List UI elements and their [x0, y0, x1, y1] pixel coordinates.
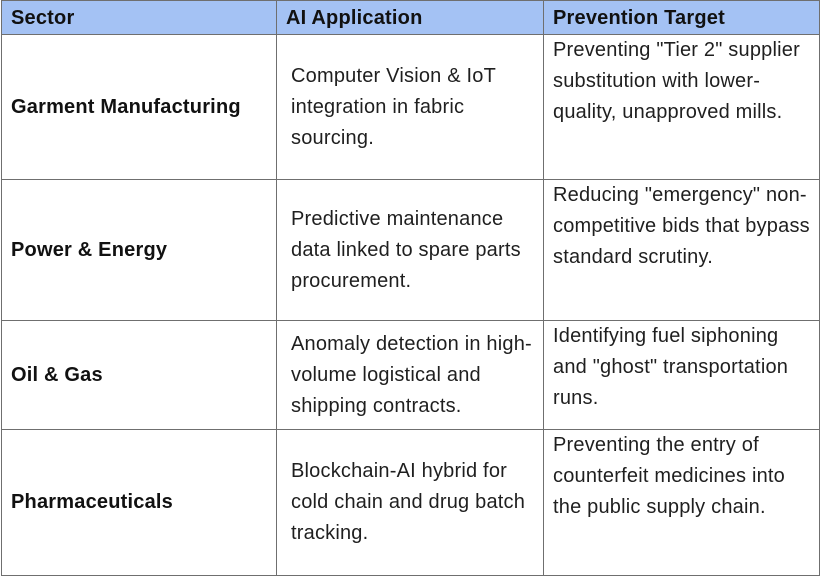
- table-row: [2, 321, 820, 430]
- table-row: [2, 180, 820, 321]
- table-header: [2, 1, 820, 35]
- ai-application-cell: Blockchain-AI hybrid for cold chain and drug batch tracking.: [277, 430, 544, 576]
- prevention-target-cell: Preventing "Tier 2" supplier substitution with lower-quality, unapproved mills.: [544, 35, 820, 180]
- ai-application-cell: Computer Vision & IoT integration in fabric sourcing.: [277, 35, 544, 180]
- sector-cell: Oil & Gas: [2, 321, 277, 430]
- table-body: [2, 35, 820, 576]
- sector-cell: Garment Manufacturing: [2, 35, 277, 180]
- header-ai-application: AI Application: [277, 1, 544, 35]
- prevention-target-cell: Reducing "emergency" non-competitive bids that bypass standard scrutiny.: [544, 180, 820, 321]
- header-row: [2, 1, 820, 35]
- sector-ai-table: [1, 0, 820, 576]
- table-row: [2, 430, 820, 576]
- sector-cell: Pharmaceuticals: [2, 430, 277, 576]
- table-row: [2, 35, 820, 180]
- header-prevention-target: Prevention Target: [544, 1, 820, 35]
- sector-cell: Power & Energy: [2, 180, 277, 321]
- ai-application-cell: Predictive maintenance data linked to spare parts procurement.: [277, 180, 544, 321]
- ai-application-cell: Anomaly detection in high-volume logistical and shipping contracts.: [277, 321, 544, 430]
- header-sector: Sector: [2, 1, 277, 35]
- prevention-target-cell: Identifying fuel siphoning and "ghost" transportation runs.: [544, 321, 820, 430]
- prevention-target-cell: Preventing the entry of counterfeit medicines into the public supply chain.: [544, 430, 820, 576]
